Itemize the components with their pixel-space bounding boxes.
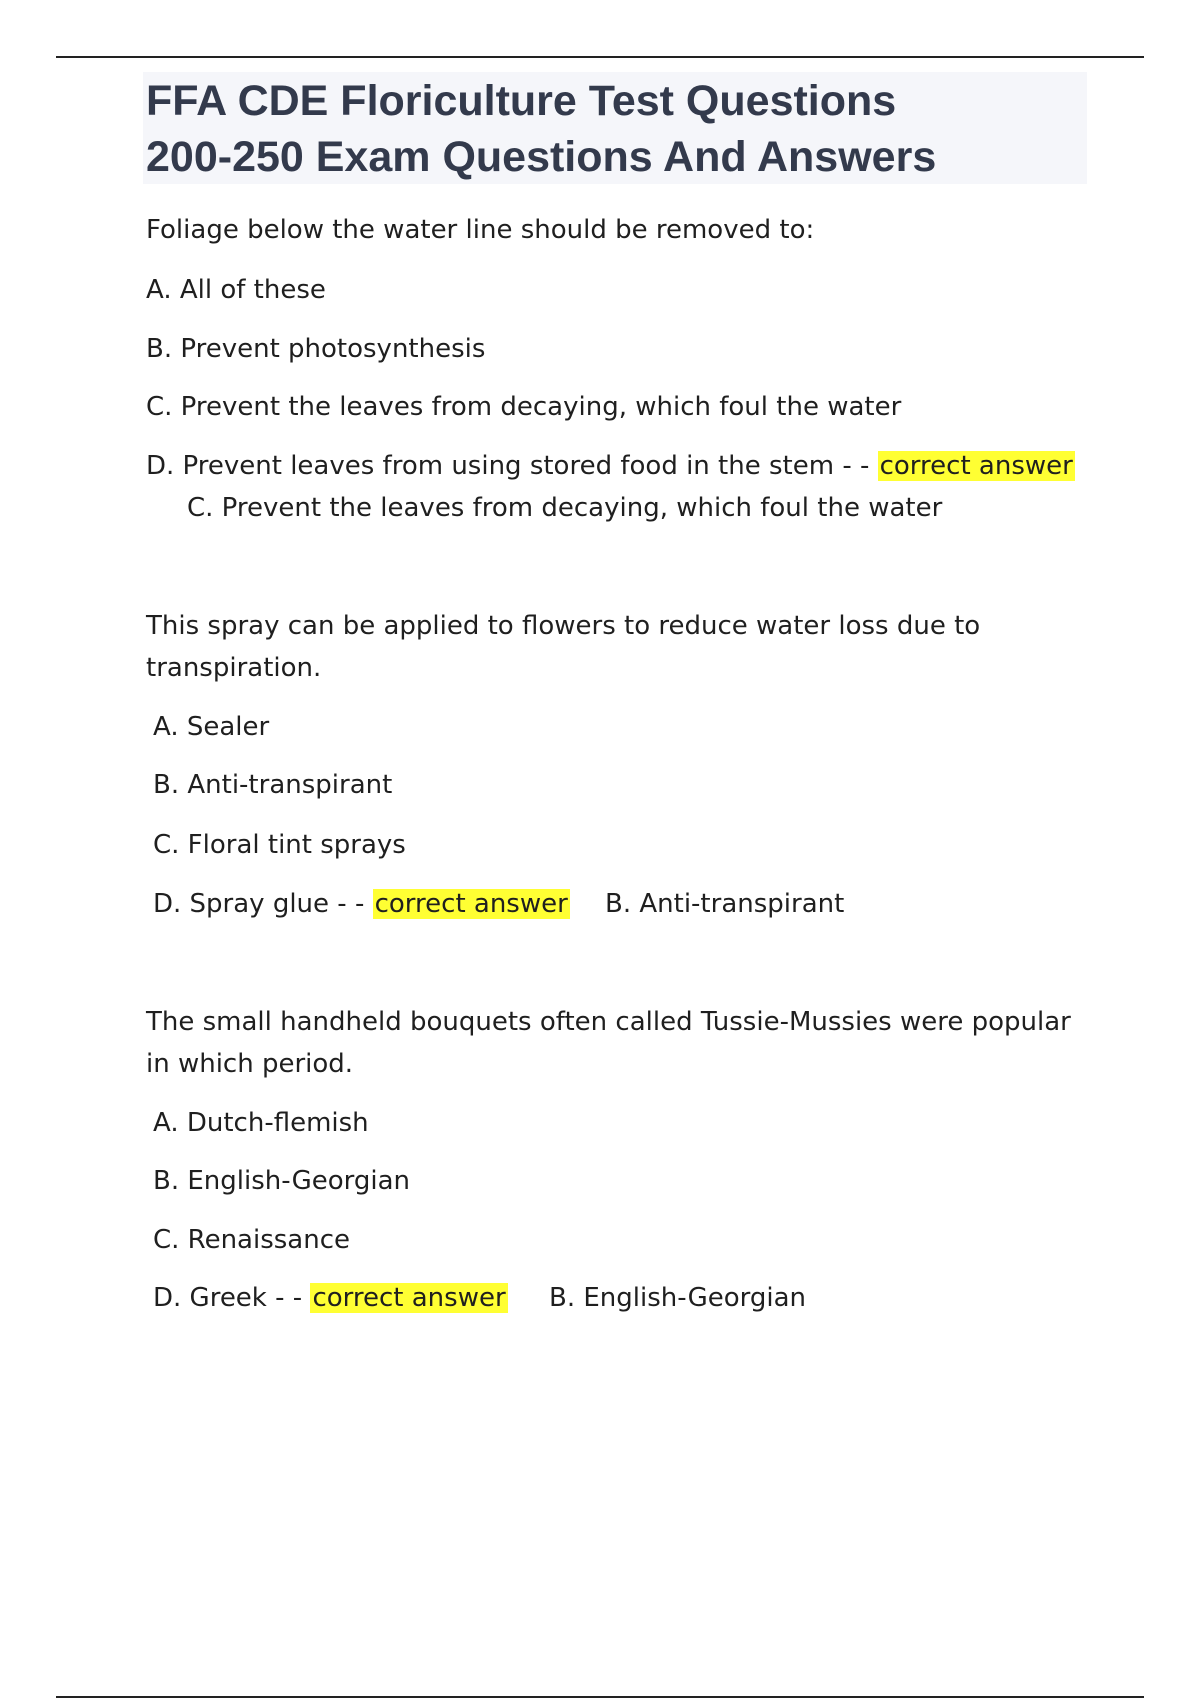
question-prompt-line-2: transpiration. — [146, 653, 322, 683]
option-a: A. Dutch-flemish — [153, 1108, 369, 1138]
option-d — [153, 1280, 508, 1316]
question-prompt: Foliage below the water line should be removed to: — [146, 215, 815, 245]
bottom-rule — [56, 1696, 1144, 1698]
correct-answer-label: correct answer — [312, 1283, 506, 1313]
option-text: D. Greek - - — [153, 1283, 303, 1313]
option-c: C. Prevent the leaves from decaying, which foul the water — [146, 392, 902, 422]
option-d — [146, 448, 1075, 484]
answer-text: B. Anti-transpirant — [605, 889, 845, 919]
answer-text: B. English-Georgian — [549, 1283, 807, 1313]
option-b: B. English-Georgian — [153, 1166, 411, 1196]
option-text: D. Spray glue - - — [153, 889, 365, 919]
question-prompt-line-2: in which period. — [146, 1049, 354, 1079]
top-rule — [56, 56, 1144, 58]
option-c: C. Renaissance — [153, 1225, 351, 1255]
question-prompt-line-1: This spray can be applied to flowers to reduce water loss due to — [146, 611, 981, 641]
document-title-line-1: FFA CDE Floriculture Test Questions — [146, 77, 897, 125]
option-b: B. Prevent photosynthesis — [146, 334, 486, 364]
option-d — [153, 886, 570, 922]
option-a: A. Sealer — [153, 712, 270, 742]
correct-answer-label: correct answer — [879, 451, 1073, 481]
option-c: C. Floral tint sprays — [153, 830, 406, 860]
option-b: B. Anti-transpirant — [153, 770, 393, 800]
question-prompt-line-1: The small handheld bouquets often called Tussie-Mussies were popular — [146, 1007, 1071, 1037]
option-text: D. Prevent leaves from using stored food in the stem - - — [146, 451, 870, 481]
document-title-line-2: 200-250 Exam Questions And Answers — [146, 133, 937, 181]
correct-answer-label: correct answer — [374, 889, 568, 919]
option-a: A. All of these — [146, 275, 326, 305]
answer-text: C. Prevent the leaves from decaying, which foul the water — [187, 493, 943, 523]
